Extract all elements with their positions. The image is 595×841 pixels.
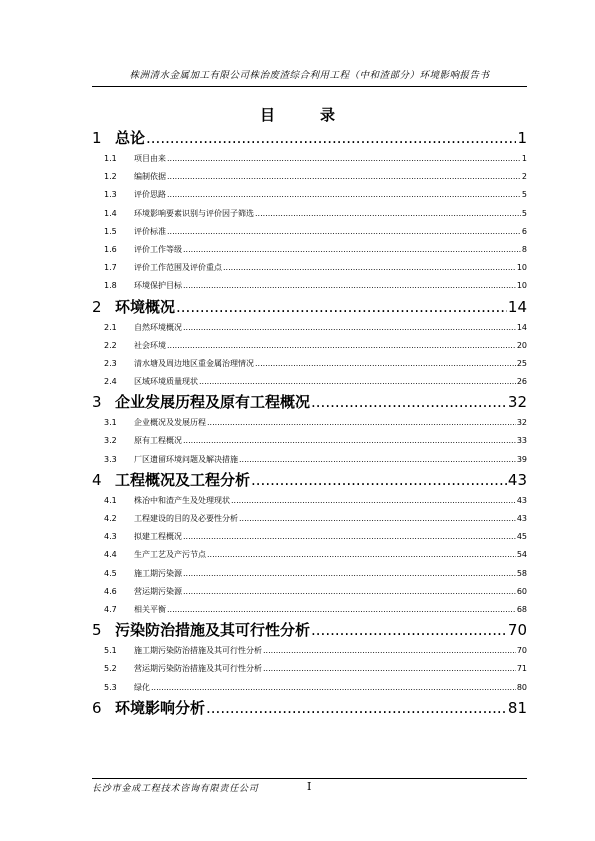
section-title: 相关平衡 — [134, 604, 166, 614]
section-page: 39 — [516, 454, 527, 464]
section-number: 5.3 — [104, 682, 117, 692]
dot-leader — [183, 565, 516, 583]
chapter-title: 环境影响分析 — [115, 698, 206, 717]
chapter-page: 70 — [507, 621, 527, 640]
section-title: 环境保护目标 — [134, 281, 182, 291]
toc-section-entry[interactable] — [92, 373, 527, 391]
dot-leader — [223, 259, 516, 277]
section-number: 5.2 — [104, 664, 117, 674]
toc-section-entry[interactable] — [92, 337, 527, 355]
section-page: 14 — [516, 322, 527, 332]
section-title: 拟建工程概况 — [134, 532, 182, 542]
section-number: 4.4 — [104, 550, 117, 560]
section-title: 施工期污染防治措施及其可行性分析 — [134, 646, 262, 656]
section-page: 32 — [516, 418, 527, 428]
dot-leader — [167, 337, 516, 355]
section-title: 评价工作等级 — [134, 244, 182, 254]
section-number: 4.5 — [104, 568, 117, 578]
toc-chapter-entry[interactable] — [92, 296, 527, 319]
section-page: 33 — [516, 436, 527, 446]
section-page: 1 — [521, 154, 527, 163]
section-page: 68 — [516, 604, 527, 614]
chapter-title: 工程概况及工程分析 — [115, 470, 251, 489]
toc-section-entry[interactable] — [92, 679, 527, 697]
toc-section-entry[interactable] — [92, 492, 527, 510]
section-title: 社会环境 — [134, 340, 166, 350]
dot-leader — [255, 355, 516, 373]
section-number: 1.4 — [104, 208, 117, 218]
section-number: 4.6 — [104, 586, 117, 596]
chapter-number: 1 — [92, 129, 102, 147]
section-page: 25 — [516, 358, 527, 368]
section-number: 1.5 — [104, 226, 117, 236]
toc-chapter-entry[interactable] — [92, 127, 527, 150]
dot-leader — [183, 432, 516, 450]
section-number: 2.1 — [104, 322, 117, 332]
section-number: 2.3 — [104, 358, 117, 368]
section-title: 营运期污染源 — [134, 586, 182, 596]
section-number: 1.2 — [104, 172, 117, 182]
chapter-title: 污染防治措施及其可行性分析 — [115, 621, 311, 640]
dot-leader — [167, 601, 516, 619]
dot-leader — [199, 373, 516, 391]
dot-leader — [183, 528, 516, 546]
section-title: 编制依据 — [134, 172, 166, 182]
section-page: 10 — [516, 263, 527, 273]
toc-section-entry[interactable] — [92, 546, 527, 564]
toc-section-entry[interactable] — [92, 277, 527, 295]
section-title: 区域环境质量现状 — [134, 377, 198, 387]
dot-leader — [167, 186, 521, 204]
running-footer — [92, 778, 527, 795]
section-page: 6 — [521, 226, 527, 236]
section-title: 评价思路 — [134, 190, 166, 200]
dot-leader — [151, 679, 516, 697]
section-title: 评价标准 — [134, 226, 166, 236]
dot-leader — [251, 469, 507, 492]
chapter-title: 总论 — [115, 129, 146, 147]
section-title: 营运期污染防治措施及其可行性分析 — [134, 664, 262, 674]
section-title: 自然环境概况 — [134, 322, 182, 332]
section-page: 2 — [521, 172, 527, 182]
section-page: 58 — [516, 568, 527, 578]
section-number: 4.1 — [104, 495, 117, 505]
section-number: 4.2 — [104, 514, 117, 523]
toc-chapter-entry[interactable] — [92, 697, 527, 720]
section-page: 43 — [516, 495, 527, 505]
section-title: 生产工艺及产污节点 — [134, 550, 206, 560]
dot-leader — [311, 619, 507, 642]
section-page: 80 — [516, 682, 527, 692]
section-number: 2.4 — [104, 377, 117, 387]
section-number: 4.7 — [104, 604, 117, 614]
dot-leader — [183, 241, 521, 259]
dot-leader — [167, 223, 521, 241]
toc-section-entry[interactable] — [92, 451, 527, 469]
chapter-number: 3 — [92, 393, 102, 412]
chapter-number: 4 — [92, 470, 102, 489]
section-page: 43 — [516, 514, 527, 523]
dot-leader — [146, 127, 516, 150]
toc-section-entry[interactable] — [92, 432, 527, 450]
section-number: 3.3 — [104, 454, 117, 464]
chapter-number: 2 — [92, 297, 102, 316]
footer-company: 长沙市金成工程技术咨询有限责任公司 — [92, 784, 259, 794]
chapter-page: 32 — [507, 393, 527, 412]
section-title: 企业概况及发展历程 — [134, 418, 206, 428]
footer-page-number: I — [307, 780, 312, 793]
dot-leader — [263, 642, 516, 660]
section-number: 1.1 — [104, 154, 117, 163]
section-title: 评价工作范围及评价重点 — [134, 263, 222, 273]
toc-section-entry[interactable] — [92, 642, 527, 660]
toc-section-entry[interactable] — [92, 241, 527, 259]
running-header: 株洲清水金属加工有限公司株治废渣综合利用工程（中和渣部分）环境影响报告书 — [92, 68, 527, 87]
dot-leader — [207, 414, 516, 432]
toc-section-entry[interactable] — [92, 150, 527, 168]
section-number: 3.1 — [104, 418, 117, 428]
toc-section-entry[interactable] — [92, 414, 527, 432]
section-page: 45 — [516, 532, 527, 542]
section-number: 3.2 — [104, 436, 117, 446]
toc-section-entry[interactable] — [92, 528, 527, 546]
dot-leader — [311, 391, 507, 414]
section-page: 5 — [521, 208, 527, 218]
section-page: 8 — [521, 244, 527, 254]
toc-section-entry[interactable] — [92, 355, 527, 373]
section-number: 1.7 — [104, 263, 117, 273]
toc-section-entry[interactable] — [92, 565, 527, 583]
table-of-contents — [92, 127, 527, 720]
toc-section-entry[interactable] — [92, 205, 527, 223]
dot-leader — [263, 660, 516, 678]
chapter-number: 5 — [92, 621, 102, 640]
dot-leader — [183, 277, 516, 295]
dot-leader — [207, 546, 516, 564]
chapter-page: 1 — [517, 129, 527, 147]
dot-leader — [206, 697, 507, 720]
toc-section-entry[interactable] — [92, 601, 527, 619]
section-title: 厂区遗留环境问题及解决措施 — [134, 454, 238, 464]
toc-chapter-entry[interactable] — [92, 619, 527, 642]
section-number: 4.3 — [104, 532, 117, 542]
section-number: 5.1 — [104, 646, 117, 656]
chapter-page: 43 — [507, 470, 527, 489]
section-title: 株冶中和渣产生及处理现状 — [134, 495, 230, 505]
section-page: 5 — [521, 190, 527, 200]
section-title: 环境影响要素识别与评价因子筛选 — [134, 208, 254, 218]
toc-section-entry[interactable] — [92, 660, 527, 678]
section-number: 1.6 — [104, 244, 117, 254]
toc-section-entry[interactable] — [92, 186, 527, 204]
section-page: 70 — [516, 646, 527, 656]
dot-leader — [167, 150, 521, 168]
section-title: 绿化 — [134, 682, 150, 692]
chapter-title: 环境概况 — [115, 297, 176, 316]
section-page: 20 — [516, 340, 527, 350]
chapter-page: 81 — [507, 698, 527, 717]
chapter-page: 14 — [507, 297, 527, 316]
section-page: 10 — [516, 281, 527, 291]
toc-title: 目 录 — [259, 106, 335, 124]
dot-leader — [239, 451, 516, 469]
toc-section-entry[interactable] — [92, 259, 527, 277]
section-number: 2.2 — [104, 340, 117, 350]
dot-leader — [239, 510, 516, 528]
section-title: 项目由来 — [134, 154, 166, 163]
section-page: 54 — [516, 550, 527, 560]
chapter-number: 6 — [92, 698, 102, 717]
section-title: 工程建设的目的及必要性分析 — [134, 514, 238, 523]
toc-section-entry[interactable] — [92, 583, 527, 601]
toc-section-entry[interactable] — [92, 510, 527, 528]
chapter-title: 企业发展历程及原有工程概况 — [115, 393, 311, 412]
toc-chapter-entry[interactable] — [92, 469, 527, 492]
section-page: 71 — [516, 664, 527, 674]
section-title: 施工期污染源 — [134, 568, 182, 578]
section-page: 26 — [516, 377, 527, 387]
dot-leader — [176, 296, 507, 319]
toc-chapter-entry[interactable] — [92, 391, 527, 414]
dot-leader — [231, 492, 516, 510]
section-title: 原有工程概况 — [134, 436, 182, 446]
toc-section-entry[interactable] — [92, 168, 527, 186]
section-page: 60 — [516, 586, 527, 596]
toc-section-entry[interactable] — [92, 223, 527, 241]
section-number: 1.8 — [104, 281, 117, 291]
dot-leader — [255, 205, 521, 223]
section-title: 清水塘及周边地区重金属治理情况 — [134, 358, 254, 368]
dot-leader — [167, 168, 521, 186]
dot-leader — [183, 583, 516, 601]
dot-leader — [183, 319, 516, 337]
toc-section-entry[interactable] — [92, 319, 527, 337]
section-number: 1.3 — [104, 190, 117, 200]
